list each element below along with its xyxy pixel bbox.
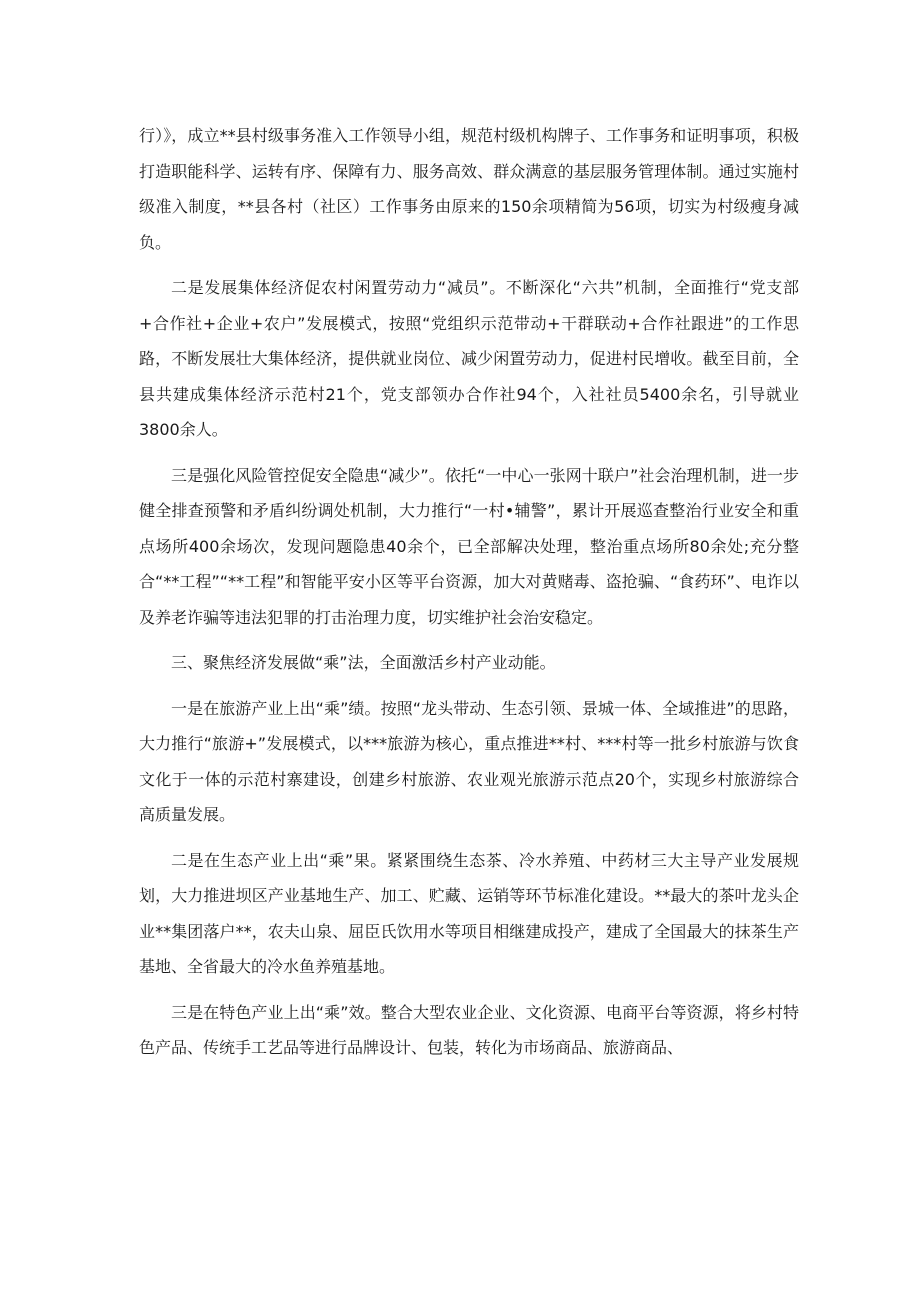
paragraph-collective-economy: 二是发展集体经济促农村闲置劳动力“减员”。不断深化“六共”机制，全面推行“党支部+合作社+企业+农户”发展模式，按照“党组织示范带动+干群联动+合作社跟进”的工作思路，不断发展壮大集体经济，提供就业岗位、减少闲置劳动力，促进村民增收。截至目前，全县共建成集体经济示范村21个，党支部领办合作社94个，入社社员5400余名，引导就业3800余人。 [139,278,799,439]
document-page [139,118,799,1076]
paragraph-ecology: 二是在生态产业上出“乘”果。紧紧围绕生态茶、冷水养殖、中药材三大主导产业发展规划，大力推进坝区产业基地生产、加工、贮藏、运销等环节标准化建设。**最大的茶叶龙头企业**集团落户**，农夫山泉、屈臣氏饮用水等项目相继建成投产，建成了全国最大的抹茶生产基地、全省最大的冷水鱼养殖基地。 [139,850,799,976]
paragraph-risk-control: 三是强化风险管控促安全隐患“减少”。依托“一中心一张网十联户”社会治理机制，进一步健全排查预警和矛盾纠纷调处机制，大力推行“一村•辅警”，累计开展巡查整治行业安全和重点场所400余场次，发现问题隐患40余个，已全部解决处理，整治重点场所80余处;充分整合“**工程”“**工程”和智能平安小区等平台资源，加大对黄赌毒、盗抢骗、“食药环”、电诈以及养老诈骗等违法犯罪的打击治理力度，切实维护社会治安稳定。 [139,465,799,627]
section-heading-economy: 三、聚焦经济发展做“乘”法，全面激活乡村产业动能。 [171,653,556,672]
paragraph-tourism: 一是在旅游产业上出“乘”绩。按照“龙头带动、生态引领、景城一体、全域推进”的思路，大力推行“旅游+”发展模式，以***旅游为核心，重点推进**村、***村等一批乡村旅游与饮食文化于一体的示范村寨建设，创建乡村旅游、农业观光旅游示范点20个，实现乡村旅游综合高质量发展。 [139,698,799,824]
paragraph-specialty: 三是在特色产业上出“乘”效。整合大型农业企业、文化资源、电商平台等资源，将乡村特色产品、传统手工艺品等进行品牌设计、包装，转化为市场商品、旅游商品、 [139,1002,799,1057]
paragraph-continuation: 行）》，成立**县村级事务准入工作领导小组，规范村级机构牌子、工作事务和证明事项，积极打造职能科学、运转有序、保障有力、服务高效、群众满意的基层服务管理体制。通过实施村级准入制度，**县各村（社区）工作事务由原来的150余项精简为56项，切实为村级瘦身减负。 [139,126,799,252]
